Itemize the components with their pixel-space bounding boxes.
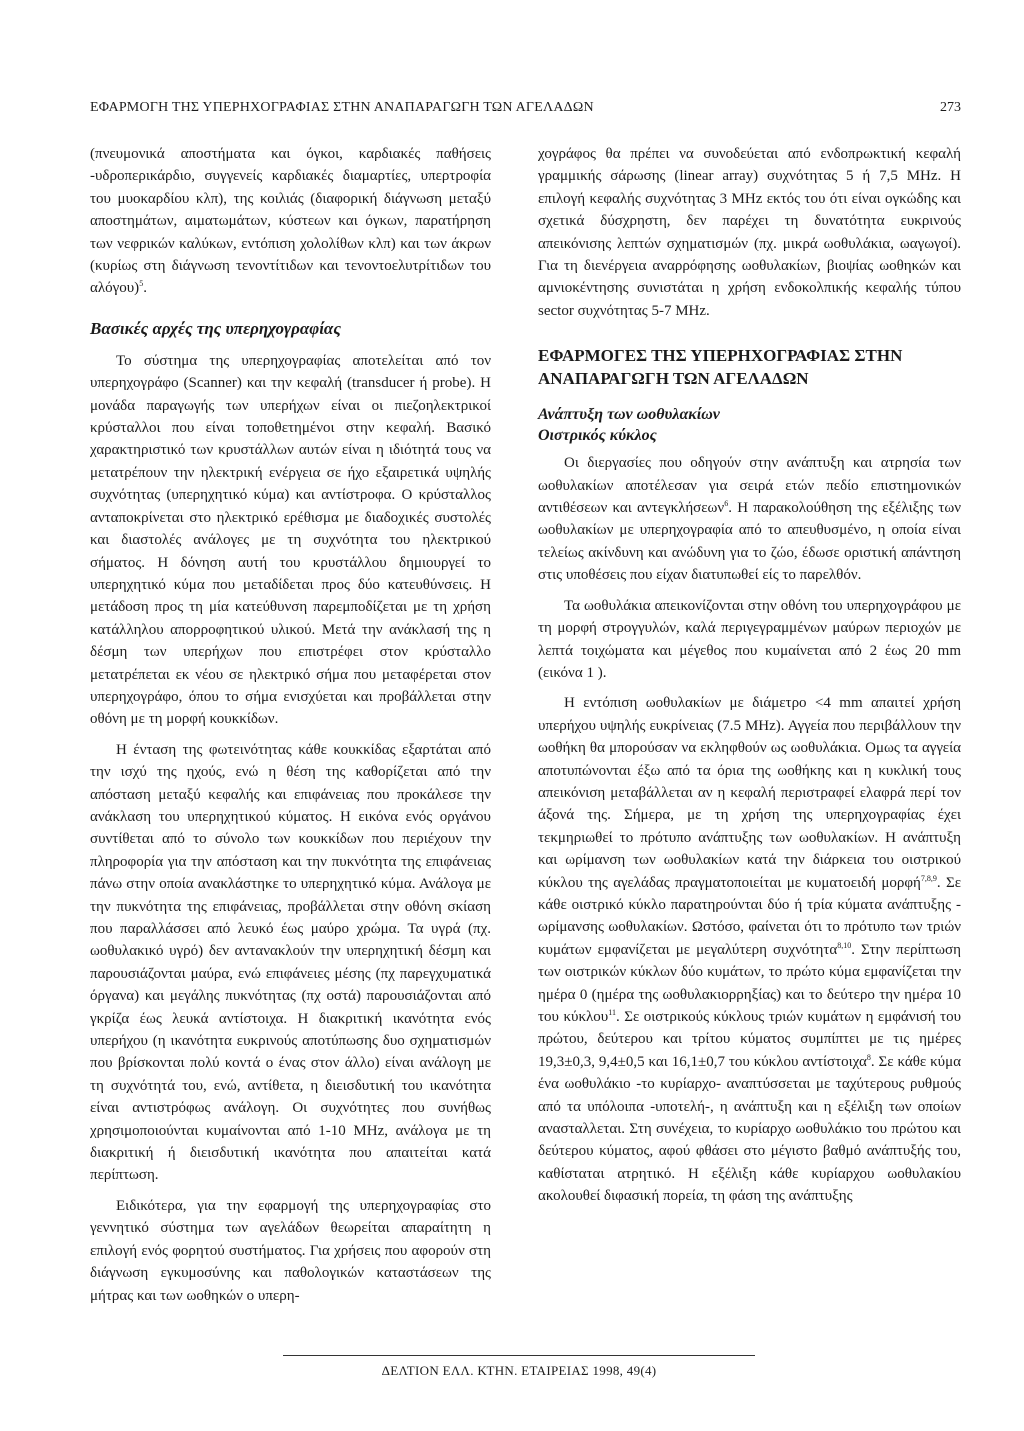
reference-superscript: 7,8,9 <box>920 873 937 883</box>
paragraph-text: . Η παρακολούθηση της εξέλιξης των ωοθυλακίων με υπερηχογραφία από το απευθυσμένο, η οποία είναι τελείως ακίνδυνη και ανώδυνη για το ζώο, έδωσε οριστική απάντηση στις υποθέσεις που είχαν διατυπωθεί είς το παρελθόν. <box>538 500 961 584</box>
paragraph-text: Η εντόπιση ωοθυλακίων με διάμετρο <4 mm απαιτεί χρήση υπερήχου υψηλής ευκρίνειας (7.5 MHz). Αγγεία που περιβάλλουν την ωοθήκη θα μπορούσαν να εκληφθούν ως ωοθυλάκια. Ομως τα αγγεία αποτυπώνονται έξω από τα όρια της ωοθήκης και η κυκλική τους απεικόνιση μεταβάλλεται αν η κεφαλή περιστραφεί ελαφρά περί τον άξονά της. Σήμερα, με τη χρήση της υπερηχογραφίας έχει τεκμηριωθεί το πρότυπο ανάπτυξης των ωοθυλακίων. Η ανάπτυξη και ωρίμανση των ωοθυλακίων κατά την διάρκεια του οιστρικού κύκλου της αγελάδας πραγματοποιείται με κυματοειδή μορφή <box>538 695 961 891</box>
page-number: 273 <box>940 100 961 115</box>
paragraph-system: Το σύστημα της υπερηχογραφίας αποτελείται από τον υπερηχογράφο (Scanner) και την κεφαλή (transducer ή probe). Η μονάδα παραγωγής των υπερήχων είναι οι πιεζοηλεκτρικοί κρύσταλλοι που είναι τοποθετημένοι στην κεφαλή. Βασικό χαρακτηριστικό των κρυστάλλων αυτών είναι η ιδιότητά τους να μετατρέπουν την ηλεκτρική ενέργεια σε ήχο εξαιρετικά υψηλής συχνότητας (υπερηχητικό κύμα) και αντίστροφα. Ο κρύσταλλος ανταποκρίνεται στο ηλεκτρικό ερέθισμα με διαδοχικές συστολές και διαστολές ανάλογες με τη συχνότητα του ηλεκτρικού σήματος. Η δόνηση αυτή του κρυστάλλου δημιουργεί το υπερηχητικό κύμα που μεταδίδεται προς δύο κατευθύνσεις. Η μετάδοση προς τη μία κατεύθυνση παρεμποδίζεται με τη χρήση κατάλληλου απορροφητικού υλικού. Μετά την ανάκλασή της η δέσμη των υπερήχων που επιστρέφει στον κρύσταλλο μετατρέπεται εκ νέου σε ηλεκτρικό σήμα που μεταφέρεται στον υπερηχογράφο, όπου το σήμα ενισχύεται και προβάλλεται στην οθόνη με τη μορφή κουκκίδων. <box>90 352 491 728</box>
reference-superscript: 6 <box>724 499 729 509</box>
reference-superscript: 8,10 <box>837 940 852 950</box>
paragraph-follicle-waves <box>538 692 961 1207</box>
paragraph-text: . Σε κάθε κύμα ένα ωοθυλάκιο -το κυρίαρχο- αναπτύσσεται με ταχύτερους ρυθμούς από τα υπόλοιπα -υποτελή-, η ανάπτυξη και η εξέλιξη των οποίων ανασταλλεται. Στη συνέχεια, το κυρίαρχο ωοθυλάκιο του πρώτου και δεύτερου κύματος, αφού φθάσει στο μέγιστο βαθμό ανάπτυξής του, καθίσταται ατρητικό. Η εξέλιξη κάθε κυρίαρχου ωοθυλακίου ακολουθεί διφασική πορεία, τη φάση της ανάπτυξης <box>538 1053 961 1205</box>
paragraph-processes <box>538 452 961 586</box>
journal-footer: ΔΕΛΤΙΟΝ ΕΛΛ. ΚΤΗΝ. ΕΤΑΙΡΕΙΑΣ 1998, 49(4) <box>381 1363 657 1378</box>
reference-superscript: 5 <box>139 279 144 289</box>
paragraph-intro-continued <box>90 143 491 300</box>
paragraph-text: . Σε κάθε οιστρικό κύκλο παρατηρούνται δύο ή τρία κύματα ανάπτυξης - ωρίμανσης ωοθυλακίων. Ωστόσο, φαίνεται ότι το πρότυπο των τριών κυμάτων εμφανίζεται με μεγαλύτερη συχνότητα <box>538 874 961 958</box>
section-heading-applications: ΕΦΑΡΜΟΓΕΣ ΤΗΣ ΥΠΕΡΗΧΟΓΡΑΦΙΑΣ ΣΤΗΝ ΑΝΑΠΑΡΑΓΩΓΗ ΤΩΝ ΑΓΕΛΑΔΩΝ <box>538 346 903 389</box>
paragraph-brightness: Η ένταση της φωτεινότητας κάθε κουκκίδας εξαρτάται από την ισχύ της ηχούς, ενώ η θέση της καθορίζεται από την απόσταση μεταξύ κεφαλής και επιφάνειας που προκάλεσε την ανάκλαση του υπερηχητικού κύματος. Η εικόνα ενός οργάνου συντίθεται από το σύνολο των κουκκίδων που περιέχουν την πληροφορία για την απόσταση και την πυκνότητα της επιφάνειας πάνω στην οποία ανακλάστηκε το υπερηχητικό κύμα. Ανάλογα με την πυκνότητα της επιφάνειας, προβάλλεται στην οθόνη σκίαση που παραλλάσσει από λευκό έως μαύρο χρώμα. Τα υγρά (πχ. ωοθυλακικό υγρό) δεν αντανακλούν την υπερηχητική δέσμη και παρουσιάζονται μαύρα, ενώ επιφάνειες μέσης (πχ παρεγχυματικά όργανα) και μεγάλης πυκνότητας (πχ οστά) παρουσιάζονται από γκρίζα έως λευκά αντίστοιχα. Η διακριτική ικανότητα ενός υπερήχου (η ικανότητα ευκρινούς αποτύπωσης δυο σχηματισμών που βρίσκονται πολύ κοντά ο ένας στον άλλο) είναι ανάλογη με τη συχνότητά του, ενώ, αντίθετα, η διεισδυτική του ικανότητα είναι αντιστρόφως ανάλογη. Οι συχνότητες που συνήθως χρησιμοποιούνται κυμαίνονται από 1-10 MHz, ανάλογα με τη διακριτική ή διεισδυτική ικανότητα που απαιτείται κατά περίπτωση. <box>90 741 491 1184</box>
paragraph-text: Οι διεργασίες που οδηγούν στην ανάπτυξη και ατρησία των ωοθυλακίων αποτέλεσαν για σειρά ετών πεδίο επιστημονικών αντιθέσεων και αντεγκλήσεων <box>538 455 961 517</box>
footer-divider <box>283 1355 755 1356</box>
paragraph-portable-system: Ειδικότερα, για την εφαρμογή της υπερηχογραφίας στο γεννητικό σύστημα των αγελάδων θεωρείται απαραίτητη η επιλογή ενός φορητού συστήματος. Για χρήσεις που αφορούν στη διάγνωση εγκυμοσύνης και παθολογικών καταστάσεων της μήτρας και των ωοθηκών ο υπερη- <box>90 1197 491 1304</box>
paragraph-text: . Στην περίπτωση των οιστρικών κύκλων δύο κυμάτων, το πρώτο κύμα εμφανίζεται την ημέρα 0 (ημέρα της ωοθυλακιορρηξίας) και το δεύτερο την ημέρα 10 του κύκλου <box>538 941 961 1025</box>
paragraph-text: . Σε οιστρικούς κύκλους τριών κυμάτων η εμφάνισή του πρώτου, δεύτερου και τρίτου κύματος συμπίπτει με τις ημέρες 19,3±0,3, 9,4±0,5 και 16,1±0,7 του κύκλου αντίστοιχα <box>538 1009 962 1070</box>
running-title: ΕΦΑΡΜΟΓΗ ΤΗΣ ΥΠΕΡΗΧΟΓΡΑΦΙΑΣ ΣΤΗΝ ΑΝΑΠΑΡΑΓΩΓΗ ΤΩΝ ΑΓΕΛΑΔΩΝ <box>90 100 594 115</box>
right-column <box>538 143 961 1216</box>
section-heading-basic-principles: Βασικές αρχές της υπερηχογραφίας <box>90 318 341 338</box>
paragraph-follicle-imaging: Τα ωοθυλάκια απεικονίζονται στην οθόνη του υπερηχογράφου με τη μορφή στρογγυλών, καλά περιγεγραμμένων μαύρων περιοχών με λεπτά τοιχώματα και μέγεθος που κυμαίνεται από 2 έως 20 mm (εικόνα 1 ). <box>538 597 961 681</box>
subheading-follicle-growth: Ανάπτυξη των ωοθυλακίων <box>538 406 720 424</box>
left-column <box>90 143 491 1315</box>
paragraph-transducer: χογράφος θα πρέπει να συνοδεύεται από ενδοπρωκτική κεφαλή γραμμικής σάρωσης (linear array) συχνότητας 5 ή 7,5 MHz. Η επιλογή κεφαλής συχνότητας 3 MHz εκτός του ότι είναι ογκώδης και σχετικά δύσχρηστη, δεν παρέχει τη δυνατότητα ευκρινούς απεικόνισης λεπτών σχηματισμών (πχ. μικρά ωοθυλάκια, ωαγωγοί). Για τη διενέργεια αναρρόφησης ωοθυλακίων, βιοψίας ωοθηκών και αμνιοκέντησης συνιστάται η χρήση ενδοκολπικής κεφαλής τύπου sector συχνότητας 5-7 MHz. <box>538 146 961 319</box>
reference-superscript: 11 <box>608 1008 616 1017</box>
subheading-estrous-cycle: Οιστρικός κύκλος <box>538 427 657 445</box>
paragraph-text: (πνευμονικά αποστήματα και όγκοι, καρδιακές παθήσεις -υδροπερικάρδιο, συγγενείς καρδιακές διαμαρτίες, υπερτροφία του μυοκαρδίου κλπ), της κοιλιάς (διαφορική διάγνωση μεταξύ αποστημάτων, αιματωμάτων, κύστεων και όγκων, παρατήρηση των νεφρικών καλύκων, εντόπιση χολολίθων κλπ) και των άκρων (κυρίως στη διάγνωση τενοντίτιδων και τενοντοελυτρίτιδων του αλόγου) <box>90 146 491 297</box>
reference-superscript: 8 <box>866 1052 871 1062</box>
paragraph-end: . <box>143 280 147 297</box>
